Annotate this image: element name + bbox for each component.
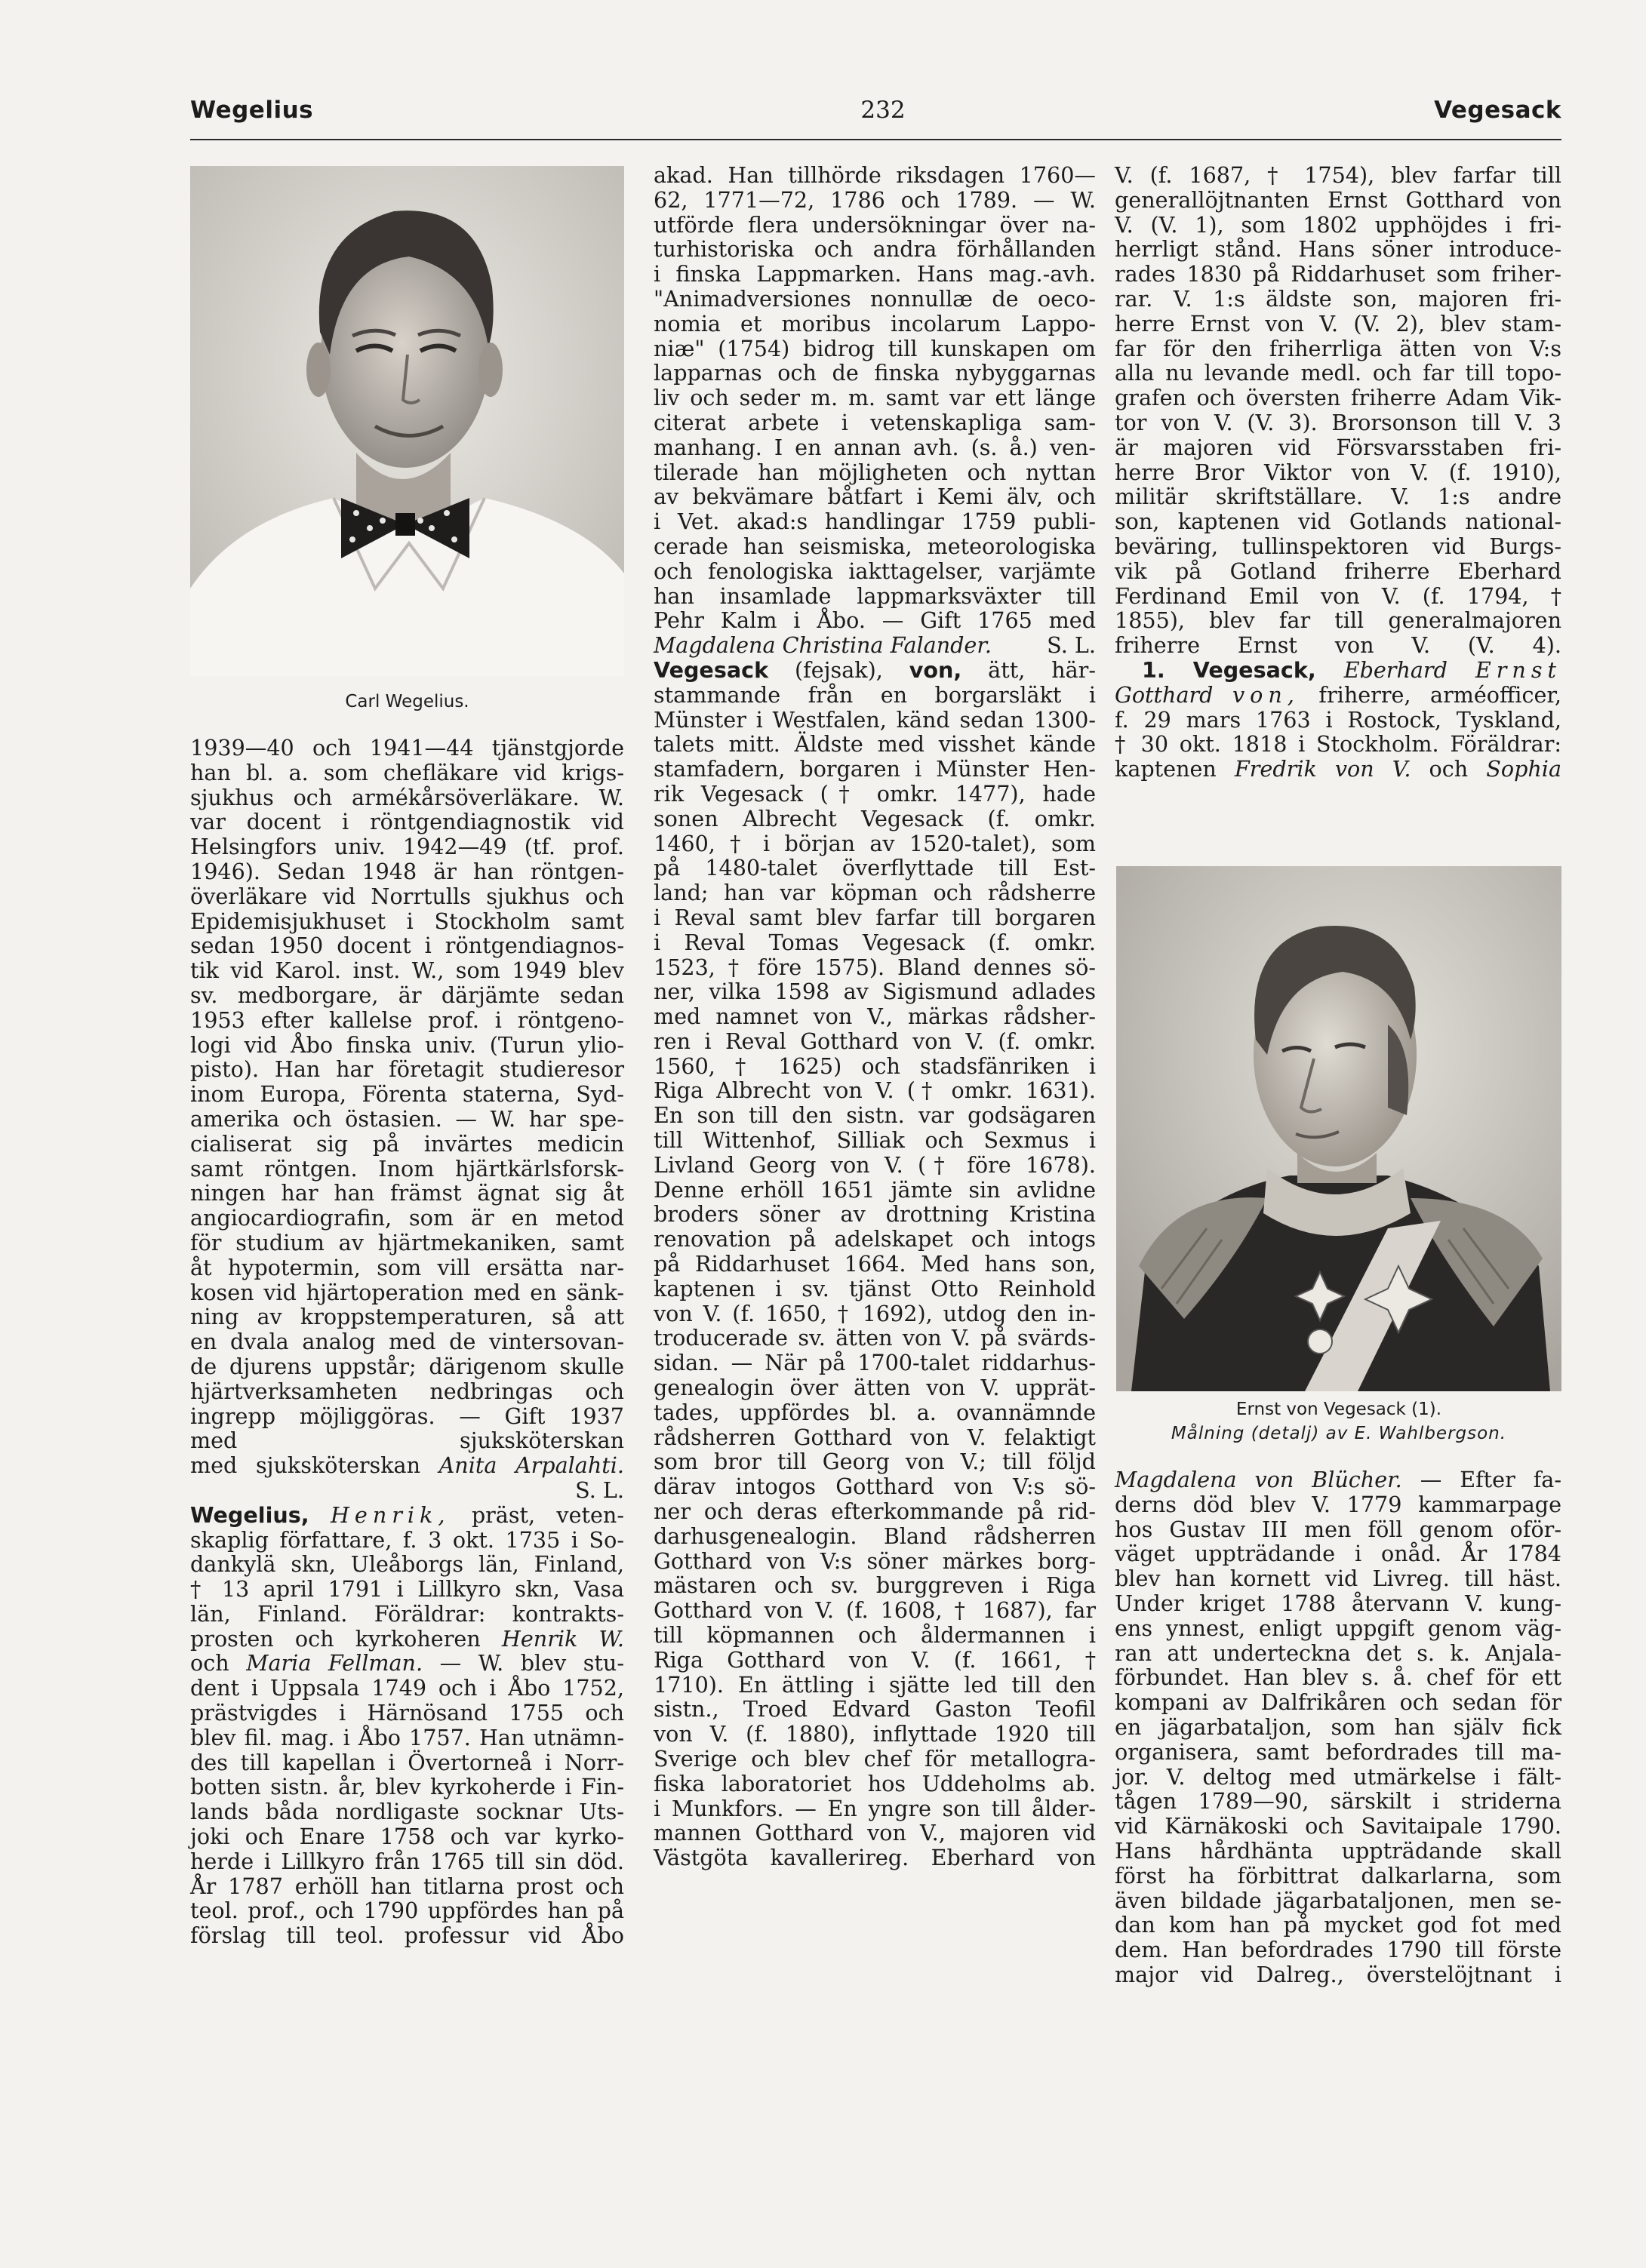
text-line: Helsingfors univ. 1942—49 (tf. prof. xyxy=(190,834,624,860)
entry-surname: Wegelius, xyxy=(190,1501,309,1528)
text-line: 1460, † i början av 1520-talet), som xyxy=(654,830,1096,856)
text-line: åt hypotermin, som vill ersätta nar- xyxy=(190,1254,624,1280)
conjunction: och xyxy=(1429,756,1469,782)
entry-given-name: Ernst xyxy=(1475,656,1562,683)
text-line: hos Gustav III men föll genom oför- xyxy=(1115,1516,1561,1542)
text-line: en jägarbataljon, som han själv fick xyxy=(1115,1713,1561,1740)
text-line: sedan 1950 docent i röntgendiagnos- xyxy=(190,933,624,959)
entry-number: 1. xyxy=(1142,656,1165,683)
text-line: därav intogos Gotthard von V:s sö- xyxy=(654,1474,1096,1500)
text-line: ens ynnest, enligt uppgift genom väg- xyxy=(1115,1615,1561,1641)
text-line: tågen 1789—90, särskilt i striderna xyxy=(1115,1788,1561,1815)
ernst-von-vegesack-painting xyxy=(1116,866,1561,1391)
caption-credit: Målning (detalj) av E. Wahlbergson. xyxy=(1171,1424,1507,1443)
text-line: överläkare vid Norrtulls sjukhus och xyxy=(190,883,624,909)
text-line: tor von V. (V. 3). Brorsonson till V. 3 xyxy=(1115,409,1561,435)
text-line xyxy=(654,633,1096,658)
running-head-left: Wegelius xyxy=(190,97,314,124)
text-line: ner och deras efterkommande på rid- xyxy=(654,1498,1096,1525)
text-line: stammande från en borgarsläkt i xyxy=(654,681,1096,708)
text-line: Sverige och blev chef för metallogra- xyxy=(654,1746,1096,1772)
text-line: citerat arbete i vetenskapliga sam- xyxy=(654,409,1096,435)
pronunciation: (fejsak), xyxy=(795,656,883,683)
text-line: rådsherren Gotthard von V. felaktigt xyxy=(654,1424,1096,1450)
text-line: 1523, † före 1575). Bland dennes sö- xyxy=(654,954,1096,980)
page-number: 232 xyxy=(860,97,906,124)
text-line: lands båda nordligaste socknar Uts- xyxy=(190,1799,624,1825)
text-line: vik på Gotland friherre Eberhard xyxy=(1115,558,1561,584)
text-line: de djurens uppstår; därigenom skulle xyxy=(190,1353,624,1379)
text-line: skaplig författare, f. 3 okt. 1735 i So- xyxy=(190,1526,624,1553)
wife-name: Magdalena Christina Falander. xyxy=(654,632,992,659)
text-line: "Animadversiones nonnullæ de oeco- xyxy=(654,285,1096,312)
text-line: är majoren vid Försvarsstaben fri- xyxy=(1115,434,1561,460)
conjunction: och xyxy=(190,1650,229,1676)
text-line: generallöjtnanten Ernst Gotthard von xyxy=(1115,186,1561,213)
text-line: först ha förbittrat dalkarlarna, som xyxy=(1115,1862,1561,1888)
text-line: tilerade han möjligheten och nyttan xyxy=(654,459,1096,485)
text-line: dan kom han på mycket god fot med xyxy=(1115,1912,1561,1938)
text-line: beväring, tullinspektoren vid Burgs- xyxy=(1115,533,1561,559)
running-head-right: Vegesack xyxy=(1434,97,1561,124)
entry-given-name: Gotthard xyxy=(1115,681,1214,708)
ernst-von-vegesack-caption xyxy=(1116,1397,1561,1446)
text-line: mästaren och sv. burggreven i Riga xyxy=(654,1572,1096,1599)
text-line: på Riddarhuset 1664. Med hans son, xyxy=(654,1251,1096,1277)
entry-descriptor: friherre, arméofficer, xyxy=(1318,681,1562,708)
text-line: des till kapellan i Övertorneå i Norr- xyxy=(190,1749,624,1775)
father-name: Henrik W. xyxy=(501,1625,624,1652)
text-line: Under kriget 1788 återvann V. kung- xyxy=(1115,1590,1561,1616)
text-line: Riga Gotthard von V. (f. 1661, † xyxy=(654,1646,1096,1673)
text-line: Ferdinand Emil von V. (f. 1794, † xyxy=(1115,582,1561,609)
text-line: broders söner av drottning Kristina xyxy=(654,1201,1096,1228)
text-line: i Vet. akad:s handlingar 1759 publi- xyxy=(654,509,1096,535)
text-line: dent i Uppsala 1749 och i Åbo 1752, xyxy=(190,1675,624,1701)
text-line: † 30 okt. 1818 i Stockholm. Föräldrar: xyxy=(1115,731,1561,758)
text-line: blev han kornett vid Livreg. till häst. xyxy=(1115,1566,1561,1592)
text-line: i Reval Tomas Vegesack (f. omkr. xyxy=(654,929,1096,955)
text-line: herrligt stånd. Hans söner introduce- xyxy=(1115,236,1561,263)
text-line: son, kaptenen vid Gotlands national- xyxy=(1115,509,1561,535)
text-line: förslag till teol. professur vid Åbo xyxy=(190,1922,624,1949)
text-line: Denne erhöll 1651 jämte sin avlidne xyxy=(654,1176,1096,1203)
text-line: som bror till Georg von V.; till följd xyxy=(654,1449,1096,1475)
text-line: fiska laboratoriet hos Uddeholms ab. xyxy=(654,1770,1096,1796)
text-line: † 13 april 1791 i Lillkyro skn, Vasa xyxy=(190,1576,624,1603)
entry-particle: von, xyxy=(909,656,962,683)
caption-title: Ernst von Vegesack (1). xyxy=(1235,1400,1442,1419)
vegesack-family-continued xyxy=(1115,163,1561,658)
text-line: 1710). En ättling i sjätte led till den xyxy=(654,1671,1096,1698)
text-line: botten sistn. år, blev kyrkoherde i Fin- xyxy=(190,1774,624,1800)
text-line: renovation på adelskapet och intogs xyxy=(654,1226,1096,1252)
henrik-text xyxy=(190,1528,624,1627)
text-line: sv. medborgare, är därjämte sedan xyxy=(190,982,624,1008)
text-line: med sjuksköterskan xyxy=(190,1427,624,1454)
entry-given-name: Eberhard xyxy=(1343,656,1448,683)
text-line: rar. V. 1:s äldste son, majoren fri- xyxy=(1115,285,1561,312)
text-line: logi vid Åbo finska univ. (Turun yliо- xyxy=(190,1031,624,1058)
text-line: med sjuksköterskan Anita Arpalahti. xyxy=(190,1452,624,1479)
text-line: En son till den sistn. var godsägaren xyxy=(654,1102,1096,1129)
text-line: alla nu levande medl. och far till topo- xyxy=(1115,360,1561,386)
ernst-text xyxy=(1115,708,1561,758)
text-line: Epidemisjukhuset i Stockholm samt xyxy=(190,908,624,934)
text-line: han insamlade lappmarksväxter till xyxy=(654,582,1096,609)
text-line: teol. prof., och 1790 uppfördes han på xyxy=(190,1898,624,1924)
text-line: förbundet. Han blev s. å. chef för ett xyxy=(1115,1664,1561,1691)
entry-head-henrik xyxy=(190,1503,624,1528)
text-fragment: — W. blev stu- xyxy=(439,1650,625,1676)
text-line: vid Kärnäkoski och Savitaipale 1790. xyxy=(1115,1813,1561,1839)
text-line: niæ" (1754) bidrog till kunskapen om xyxy=(654,335,1096,361)
text-line: lapparnas och de finska nybyggarnas xyxy=(654,360,1096,386)
entry-head-vegesack-family xyxy=(654,658,1096,683)
text-line: herre Ernst von V. (V. 2), blev stam- xyxy=(1115,310,1561,337)
text-line: Riga Albrecht von V. († omkr. 1631). xyxy=(654,1077,1096,1104)
text-line xyxy=(190,1627,624,1652)
wife-name: Anita Arpalahti. xyxy=(438,1452,624,1479)
text-line: en dvala analog med de vintersovan- xyxy=(190,1329,624,1355)
text-line: grafen och översten friherre Adam Vik- xyxy=(1115,385,1561,411)
wegelius-carl-text xyxy=(190,736,624,1453)
text-line: f. 29 mars 1763 i Rostock, Tyskland, xyxy=(1115,706,1561,733)
father-name: Fredrik von V. xyxy=(1234,756,1411,782)
text-line: von V. (f. 1880), inflyttade 1920 till xyxy=(654,1721,1096,1747)
text-line: var docent i röntgendiagnostik vid xyxy=(190,809,624,835)
text-line: Livland Georg von V. († före 1678). xyxy=(654,1151,1096,1178)
text-line: Hans hårdhänta uppträdande skall xyxy=(1115,1837,1561,1864)
text-line: rades 1830 på Riddarhuset som friher- xyxy=(1115,261,1561,287)
henrik-text-2 xyxy=(190,1676,624,1948)
text-line: År 1787 erhöll han titlarna prost och xyxy=(190,1873,624,1899)
text-line: sistn., Troed Edvard Gaston Teofil xyxy=(654,1696,1096,1723)
text-line: genealogin över ätten von V. upprät- xyxy=(654,1375,1096,1401)
text-line: ran att underteckna det s. k. Anjala- xyxy=(1115,1640,1561,1666)
text-line: cialiserat sig på invärtes medicin xyxy=(190,1130,624,1157)
text-line: mannen Gotthard von V., majoren vid xyxy=(654,1820,1096,1846)
text-line: dem. Han befordrades 1790 till förste xyxy=(1115,1937,1561,1963)
text-line: blev fil. mag. i Åbo 1757. Han utnämn- xyxy=(190,1724,624,1750)
text-line: i finska Lappmarken. Hans mag.-avh. xyxy=(654,261,1096,287)
text-line: 1939—40 och 1941—44 tjänstgjorde xyxy=(190,735,624,761)
text-line: sonen Albrecht Vegesack (f. omkr. xyxy=(654,805,1096,831)
entry-surname: Vegesack, xyxy=(1192,656,1316,683)
text-line: väget uppträdande i onåd. År 1784 xyxy=(1115,1541,1561,1567)
text-line: i Munkfors. — En yngre son till ålder- xyxy=(654,1795,1096,1821)
text-line: cerade han seismiska, meteorologiska xyxy=(654,533,1096,559)
text-line: herde i Lillkyro från 1765 till sin död. xyxy=(190,1848,624,1874)
text-line: friherre Ernst von V. (V. 4). xyxy=(1115,632,1561,659)
text-line: 1560, † 1625) och stadsfänriken i xyxy=(654,1053,1096,1079)
entry-particle: von, xyxy=(1232,681,1300,708)
text-line: turhistoriska och andra förhållanden xyxy=(654,236,1096,263)
carl-wegelius-caption: Carl Wegelius. xyxy=(345,692,469,711)
column-3-bottom xyxy=(1115,1467,1561,1987)
text-line: kosen vid hjärtoperation med en sänk- xyxy=(190,1279,624,1305)
text-line: samt röntgen. Inom hjärtkärlsforsk- xyxy=(190,1155,624,1182)
text-line xyxy=(190,1651,624,1676)
ernst-biography-text xyxy=(1115,1492,1561,1987)
entry-given-name: Henrik, xyxy=(330,1501,451,1528)
text-line: tades, uppfördes bl. a. ovannämnde xyxy=(654,1399,1096,1425)
entry-head-ernst xyxy=(1115,658,1561,683)
text-line: herre Bror Viktor von V. (f. 1910), xyxy=(1115,459,1561,485)
text-line: kompani av Dalfrikåren och sedan för xyxy=(1115,1689,1561,1716)
text-line: sjukhus och armékårsöverläkare. W. xyxy=(190,784,624,810)
text-line: nomia et moribus incolarum Lappo- xyxy=(654,310,1096,337)
text-line: far för den friherrliga ätten von V:s xyxy=(1115,335,1561,361)
text-line: land; han var köpman och rådsherre xyxy=(654,880,1096,906)
text-line: ningen har han främst ägnat sig åt xyxy=(190,1180,624,1206)
text-line: angiocardiografin, som är en metod xyxy=(190,1205,624,1231)
text-line: för studium av hjärtmekaniken, samt xyxy=(190,1229,624,1255)
parents-intro: prosten och kyrkoheren xyxy=(190,1625,481,1652)
text-line: län, Finland. Föräldrar: kontrakts- xyxy=(190,1600,624,1627)
text-line: dankylä skn, Uleåborgs län, Finland, xyxy=(190,1551,624,1578)
text-line: darhusgenealogin. Bland rådsherren xyxy=(654,1523,1096,1549)
text-line: Gotthard von V:s söner märkes borg- xyxy=(654,1547,1096,1574)
text-line: på 1480-talet överflyttade till Est- xyxy=(654,855,1096,881)
text-line: 1946). Sedan 1948 är han röntgen- xyxy=(190,858,624,884)
text-line: prästvigdes i Härnösand 1755 och xyxy=(190,1700,624,1726)
text-line: V. (f. 1687, † 1754), blev farfar till xyxy=(1115,162,1561,188)
column-3-top xyxy=(1115,163,1561,782)
text-line: Västgöta kavallerireg. Eberhard von xyxy=(654,1845,1096,1871)
author-signature: S. L. xyxy=(1047,632,1096,659)
text-line: joki och Enare 1758 och var kyrko- xyxy=(190,1824,624,1850)
text-line: hjärtverksamheten nedbringas och xyxy=(190,1378,624,1404)
text-line: major vid Dalreg., överstelöjtnant i xyxy=(1115,1961,1561,1987)
text-line: även bildade jägarbataljonen, men se- xyxy=(1115,1887,1561,1913)
vegesack-family-text xyxy=(654,683,1096,1870)
header-rule xyxy=(190,139,1561,140)
text-line: kaptenen i sv. tjänst Otto Reinhold xyxy=(654,1275,1096,1301)
text-line: utförde flera undersökningar över na- xyxy=(654,211,1096,238)
mother-name: Sophia xyxy=(1486,756,1561,782)
text-line: organisera, samt befordrades till ma- xyxy=(1115,1738,1561,1765)
text-line xyxy=(1115,1467,1561,1492)
text-line: inom Europa, Förenta staterna, Syd- xyxy=(190,1081,624,1108)
text-line: von V. (f. 1650, † 1692), utdog den in- xyxy=(654,1300,1096,1326)
text-line: i Reval samt blev farfar till borgaren xyxy=(654,904,1096,930)
text-line: talets mitt. Äldste med visshet kände xyxy=(654,731,1096,758)
text-line: han bl. a. som chefläkare vid krigs- xyxy=(190,759,624,785)
entry-descriptor: ätt, här- xyxy=(988,656,1096,683)
text-line: med namnet von V., märkas rådsher- xyxy=(654,1003,1096,1030)
text-line: rik Vegesack († omkr. 1477), hade xyxy=(654,780,1096,807)
text-line: till köpmannen och åldermannen i xyxy=(654,1622,1096,1649)
entry-descriptor: präst, veten- xyxy=(471,1501,625,1528)
mother-name: Magdalena von Blücher. xyxy=(1115,1467,1402,1492)
entry-surname: Vegesack xyxy=(654,656,769,683)
carl-wegelius-photo xyxy=(190,166,624,676)
column-2 xyxy=(654,163,1096,1870)
text-line: ner, vilka 1598 av Sigismund adlades xyxy=(654,979,1096,1005)
henrik-continued-text xyxy=(654,163,1096,633)
text-line: troducerade sv. ätten von V. på svärds- xyxy=(654,1325,1096,1351)
text-line: Gotthard von V. (f. 1608, † 1687), far xyxy=(654,1597,1096,1624)
text-line: 1953 efter kallelse prof. i röntgeno- xyxy=(190,1006,624,1033)
text-fragment: — Efter fa- xyxy=(1420,1467,1562,1492)
text-line: derns död blev V. 1779 kammarpage xyxy=(1115,1491,1561,1517)
text-line: till Wittenhof, Silliak och Sexmus i xyxy=(654,1127,1096,1154)
text-line: Münster i Westfalen, känd sedan 1300- xyxy=(654,706,1096,733)
text-line xyxy=(1115,757,1561,782)
text-line: av bekvämare båtfart i Kemi älv, och xyxy=(654,484,1096,510)
text-line: pisto). Han har företagit studieresor xyxy=(190,1056,624,1083)
text-line xyxy=(1115,683,1561,708)
text-line: liv och seder m. m. samt var ett länge xyxy=(654,385,1096,411)
text-line: jor. V. deltog med utmärkelse i fält- xyxy=(1115,1763,1561,1790)
column-1 xyxy=(190,736,624,1948)
text-line: ning av kroppstemperaturen, så att xyxy=(190,1304,624,1330)
text-line: militär skriftställare. V. 1:s andre xyxy=(1115,484,1561,510)
text-line: tik vid Karol. inst. W., som 1949 blev xyxy=(190,957,624,984)
text-line: och fenologiska iakttagelser, varjämte xyxy=(654,558,1096,584)
text-line: Pehr Kalm i Åbo. — Gift 1765 med xyxy=(654,607,1096,634)
text-line: akad. Han tillhörde riksdagen 1760— xyxy=(654,162,1096,188)
text-line: amerika och östasien. — W. har spe- xyxy=(190,1105,624,1132)
text-line: manhang. I en annan avh. (s. å.) ven- xyxy=(654,434,1096,460)
author-signature: S. L. xyxy=(575,1477,624,1503)
text-line: 1855), blev far till generalmajoren xyxy=(1115,607,1561,634)
text-line: stamfadern, borgaren i Münster Hen- xyxy=(654,756,1096,782)
text-line: ingrepp möjliggöras. — Gift 1937 xyxy=(190,1403,624,1429)
text-line: sidan. — När på 1700-talet riddarhus- xyxy=(654,1350,1096,1376)
mother-name: Maria Fellman. xyxy=(246,1650,423,1676)
parents-intro: kaptenen xyxy=(1115,756,1217,782)
text-line: V. (V. 1), som 1802 upphöjdes i fri- xyxy=(1115,211,1561,238)
text-line: 62, 1771—72, 1786 och 1789. — W. xyxy=(654,186,1096,213)
text-line: ren i Reval Gotthard von V. (f. omkr. xyxy=(654,1028,1096,1054)
